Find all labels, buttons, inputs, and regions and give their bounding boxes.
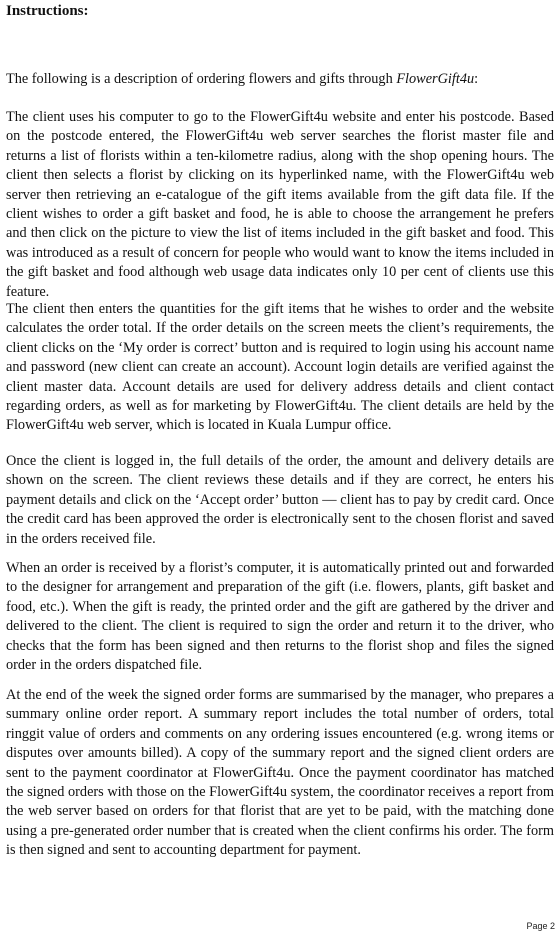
paragraph-order-login: The client then enters the quantities for the gift items that he wishes to order and the website calculates the order total. If the order details on the screen meets the client’s requirements, the client clicks on the ‘My order is correct’ button and is required to login using his account name and password (new client can create an account). Account login details are verified against the client master data. Account details are used for delivery address details and client contact regarding orders, as well as for marketing by FlowerGift4u. The client details are held by the FlowerGift4u web server, which is located in Kuala Lumpur office. [6, 301, 554, 434]
intro-brand: FlowerGift4u [396, 71, 475, 87]
page-number: Page 2 [526, 921, 555, 931]
instructions-heading: Instructions: [6, 3, 89, 19]
intro-sentence [6, 70, 554, 89]
paragraph-delivery: When an order is received by a florist’s computer, it is automatically printed out and forwarded to the designer for arrangement and preparation of the gift (i.e. flowers, plants, gift basket and food, etc.). When the gift is ready, the printed order and the gift are gathered by the driver and delivered to the client. The client is required to sign the order and return it to the driver, who checks that the form has been signed and then returns to the florist shop and files the signed order in the orders dispatched file. [6, 560, 554, 674]
intro-suffix: : [474, 71, 479, 87]
paragraph-payment: Once the client is logged in, the full details of the order, the amount and delivery details are shown on the screen. The client reviews these details and if they are correct, he enters his payment details and click on the ‘Accept order’ button — client has to pay by credit card. Once the credit card has been approved the order is electronically sent to the chosen florist and saved in the orders received file. [6, 453, 554, 547]
paragraph-website-search: The client uses his computer to go to the FlowerGift4u website and enter his postcode. Based on the postcode entered, the FlowerGift4u web server searches the florist master file and returns a list of florists within a ten-kilometre radius, along with the shop opening hours. The client then selects a florist by clicking on its hyperlinked name, with the FlowerGift4u web server then retrieving an e-catalogue of the gift items available from the gift data file. If the client wishes to order a gift basket and food, he is able to choose the arrangement he prefers and then click on the picture to view the list of items included in the gift basket and food. This was introduced as a result of concern for people who would want to know the items included in the gift basket and food although web usage data indicates only 10 per cent of clients use this feature. [6, 109, 554, 300]
paragraph-summary-report: At the end of the week the signed order forms are summarised by the manager, who prepares a summary online order report. A summary report includes the total number of orders, total ringgit value of orders and comments on any ordering issues encountered (e.g. wrong items or disputes over amounts billed). A copy of the summary report and the signed client orders are sent to the payment coordinator at FlowerGift4u. Once the payment coordinator has matched the signed orders with those on the FlowerGift4u system, the coordinator receives a report from the web server based on orders for that florist that are yet to be paid, with the matching done using a pre-generated order number that is created when the client confirms his order. The form is then signed and sent to accounting department for payment. [6, 687, 554, 859]
intro-prefix: The following is a description of ordering flowers and gifts through [6, 71, 397, 87]
